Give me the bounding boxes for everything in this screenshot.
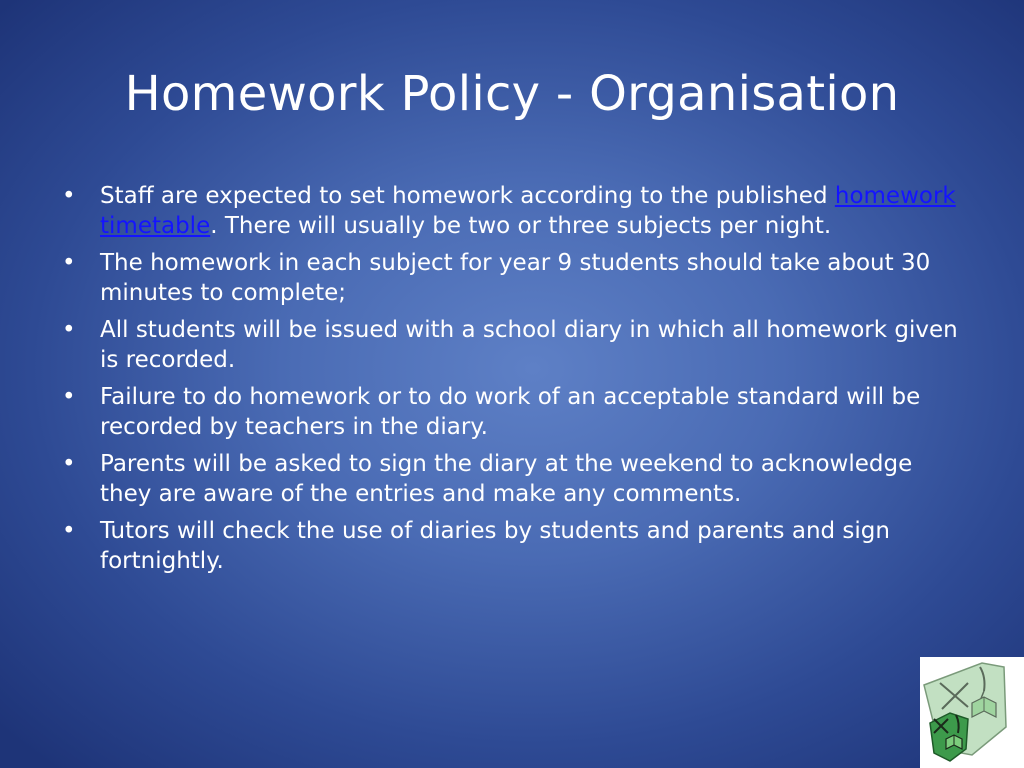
bullet-icon: • [62,518,76,544]
bullet-item-6 [62,516,967,576]
homework-timetable-link[interactable]: homework timetable [100,183,956,239]
bullet-text: All students will be issued with a school diary in which all homework given is recorded. [100,317,958,373]
bullet-item-5 [62,449,967,509]
bullet-text: Failure to do homework or to do work of an acceptable standard will be recorded by teachers in the diary. [100,384,921,440]
bullet-item-4 [62,382,967,442]
bullet-text: Tutors will check the use of diaries by students and parents and sign fortnightly. [100,518,890,574]
bullet-list [62,181,967,583]
bullet-item-1 [62,181,967,241]
school-crest-icon [920,657,1024,768]
bullet-text-before: Staff are expected to set homework according to the published [100,183,835,209]
slide-title: Homework Policy - Organisation [124,66,900,122]
bullet-icon: • [62,451,76,477]
bullet-icon: • [62,384,76,410]
bullet-text-after: . There will usually be two or three subjects per night. [210,213,832,239]
bullet-icon: • [62,250,76,276]
bullet-item-2 [62,248,967,308]
school-logo [920,657,1024,768]
bullet-icon: • [62,183,76,209]
bullet-text [100,183,956,239]
bullet-text: The homework in each subject for year 9 students should take about 30 minutes to complete; [100,250,931,306]
bullet-item-3 [62,315,967,375]
bullet-icon: • [62,317,76,343]
bullet-text: Parents will be asked to sign the diary at the weekend to acknowledge they are aware of the entries and make any comments. [100,451,913,507]
